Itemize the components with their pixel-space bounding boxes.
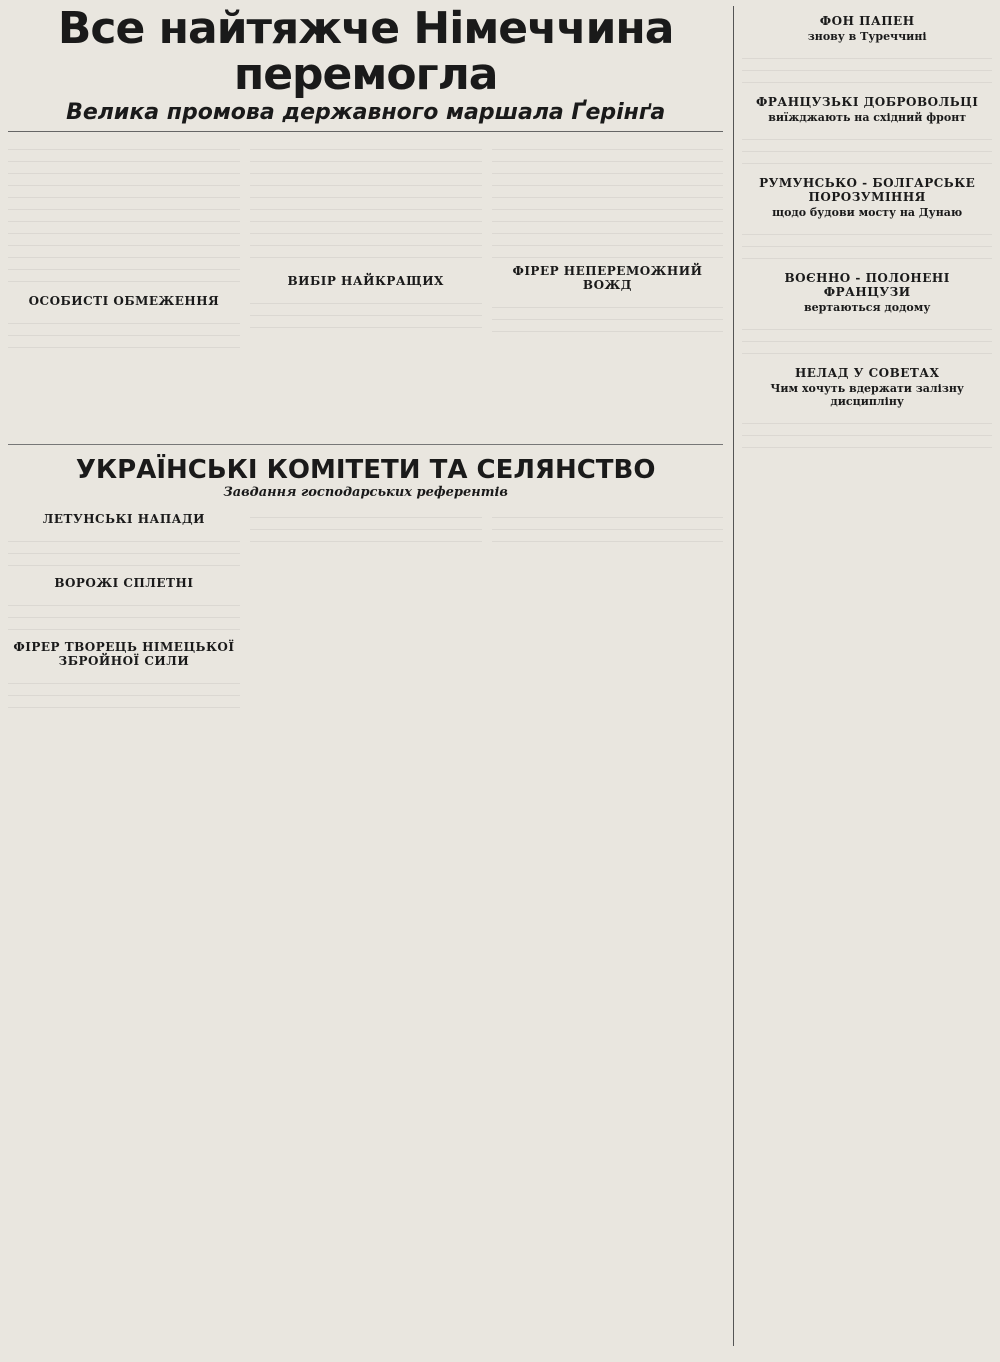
section-heading: ЛЕТУНСЬКІ НАПАДИ [42, 512, 205, 527]
upper-column-3 [492, 138, 724, 438]
news-subheading: щодо будови мосту на Дунаю [772, 206, 963, 219]
article-body [250, 138, 482, 268]
news-heading: НЕЛАД У СОВЕТАХ [794, 366, 940, 380]
news-subheading: вертаються додому [803, 301, 931, 314]
lower-column-1 [8, 506, 240, 1346]
news-subheading: виїжджають на східний фронт [768, 111, 967, 124]
upper-column-2 [250, 138, 482, 438]
section-heading: ОСОБИСТІ ОБМЕЖЕННЯ [28, 294, 220, 309]
news-subheading: Чим хочуть вдержати залізну дисципліну [770, 382, 964, 408]
section-heading: ФІРЕР НЕПЕРЕМОЖНИЙ ВОЖД [512, 264, 703, 293]
section-heading: ВИБІР НАЙКРАЩИХ [287, 274, 444, 289]
committees-body-cont [492, 506, 724, 546]
upper-columns [8, 138, 723, 438]
lower-column-2 [250, 506, 482, 1346]
main-area [8, 3, 723, 1346]
article-body [492, 138, 724, 258]
news-heading: РУМУНСЬКО - БОЛГАРСЬКЕ ПОРОЗУМІННЯ [759, 176, 976, 204]
divider [8, 444, 723, 445]
section-body [8, 672, 240, 712]
section-heading: ФІРЕР ТВОРЕЦЬ НІМЕЦЬКОЇ ЗБРОЙНОЇ СИЛИ [13, 640, 235, 669]
section-heading: ВОРОЖІ СПЛЕТНІ [54, 576, 194, 591]
news-body [742, 412, 992, 452]
lower-column-3 [492, 506, 724, 1346]
committees-heading: УКРАЇНСЬКІ КОМІТЕТИ ТА СЕЛЯНСТВО [75, 455, 656, 486]
committees-subheading: Завдання господарських референтів [223, 485, 508, 501]
committees-body [250, 506, 482, 546]
masthead [8, 3, 723, 132]
news-heading: ФРАНЦУЗЬКІ ДОБРОВОЛЬЦІ [756, 95, 979, 109]
lower-columns [8, 506, 723, 1346]
page-body [8, 3, 992, 1346]
section-body [8, 594, 240, 634]
right-column [733, 6, 992, 1346]
masthead-subtitle: Велика промова державного маршала Ґерінґа [66, 100, 666, 126]
section-body [492, 296, 724, 336]
news-heading: ФОН ПАПЕН [819, 14, 915, 28]
news-body [742, 128, 992, 168]
section-body [8, 530, 240, 570]
masthead-title: Все найтяжче Німеччина перемогла [57, 3, 674, 101]
news-body [742, 223, 992, 263]
news-subheading: знову в Туреччині [807, 30, 927, 43]
section-body [8, 312, 240, 352]
news-body [742, 47, 992, 87]
news-body [742, 318, 992, 358]
upper-column-1 [8, 138, 240, 438]
news-heading: ВОЄННО - ПОЛОНЕНІ ФРАНЦУЗИ [784, 271, 950, 299]
section-body [250, 292, 482, 332]
article-body [8, 138, 240, 288]
